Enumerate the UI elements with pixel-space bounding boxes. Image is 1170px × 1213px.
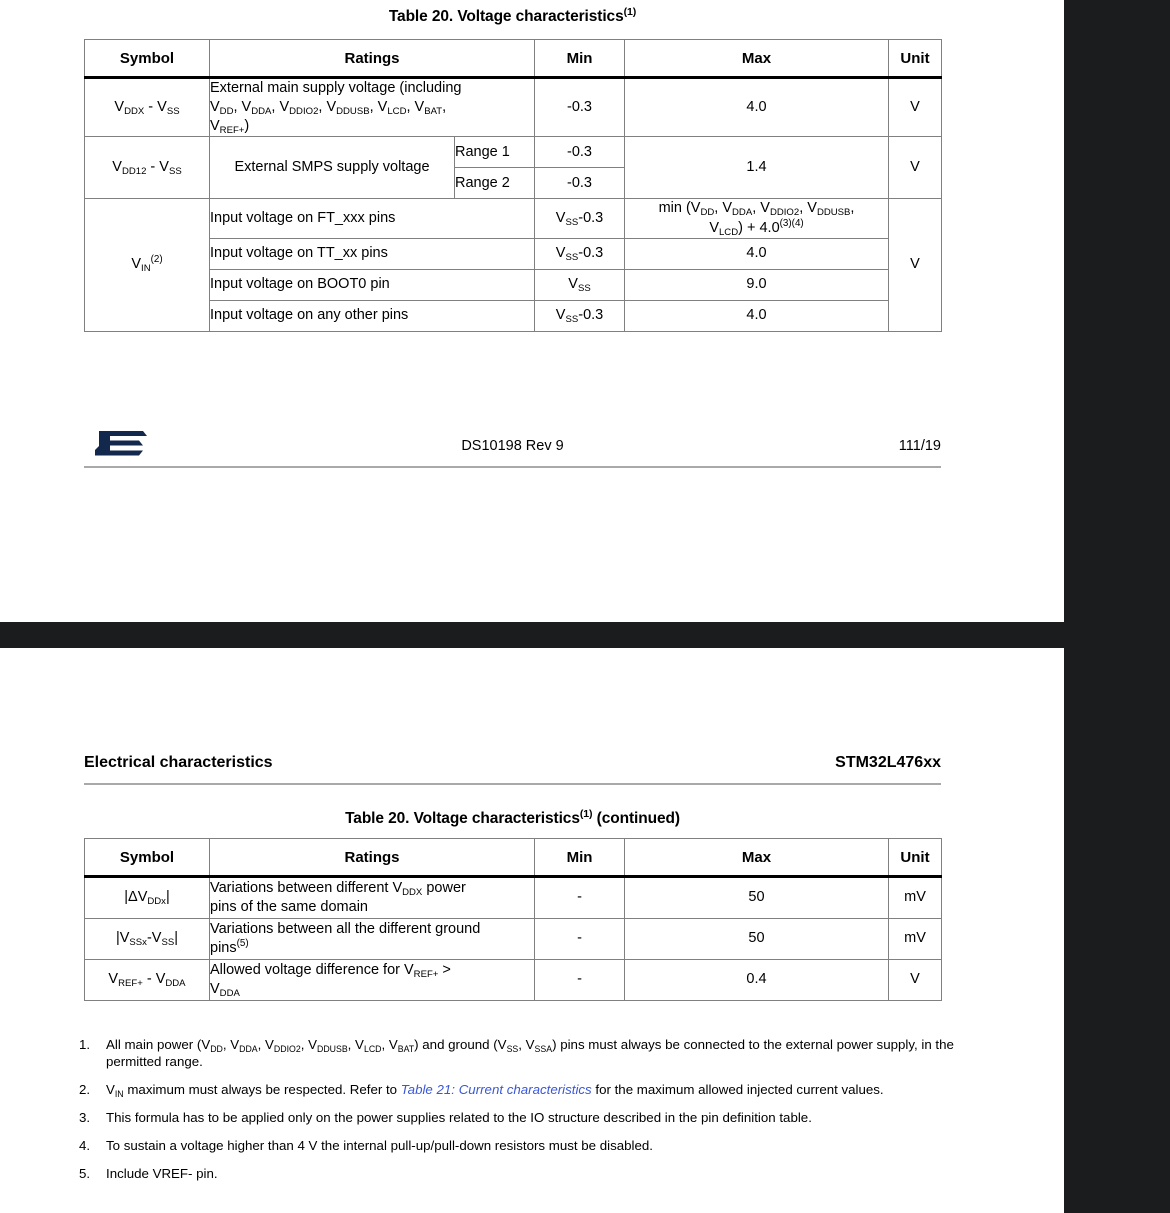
footnote-link-table21[interactable]: Table 21: Current characteristics xyxy=(400,1082,592,1098)
cell-max-value: $\min (V_{DD}$, $V_{DDA}$, $V_{DDIO2}$, $V_{DDUSB}$, $V_{LCD}) + 4.0^{(3)(4)}$ xyxy=(625,199,889,238)
cell-rating-tt-pins: Input voltage on TT_xx pins xyxy=(210,238,535,269)
cell-unit-value: V xyxy=(889,199,942,331)
cell-min-value: - xyxy=(535,919,625,960)
table-row xyxy=(85,269,942,300)
table20-title-text: Table 20. Voltage characteristics xyxy=(388,8,624,25)
column-header-max: Max xyxy=(625,40,889,78)
cell-max-value: 50 xyxy=(625,877,889,919)
cell-rating-allowed-voltage-difference: Allowed voltage difference for $V_{REF+}$ > $V_{DDA}$ xyxy=(210,960,535,1001)
cell-max-value: 4.0 xyxy=(625,78,889,137)
footnote-text: This formula has to be applied only on the power supplies related to the IO structure described in the pin definition table. xyxy=(106,1110,812,1126)
cell-symbol-vddx-vss: $V_{DDX} - V_{SS}$ xyxy=(85,78,210,137)
table20-continued-title-block xyxy=(84,807,941,828)
cell-min-value: -0.3 xyxy=(535,168,625,199)
table-row xyxy=(85,199,942,238)
table-row xyxy=(85,960,942,1001)
cell-rating-external-smps-supply: External SMPS supply voltage xyxy=(210,137,455,199)
table-header-row xyxy=(85,839,942,877)
cell-max-value: 50 xyxy=(625,919,889,960)
cell-unit-value: mV xyxy=(889,919,942,960)
footnote-number: 4. xyxy=(79,1138,91,1154)
voltage-characteristics-table-1 xyxy=(84,39,942,332)
table20-part2 xyxy=(84,838,941,1001)
table20-title-superscript: (1) xyxy=(623,5,637,18)
column-header-symbol: Symbol xyxy=(85,839,210,877)
document-page-2 xyxy=(0,648,1064,1213)
footnote-5 xyxy=(79,1165,959,1182)
table-row xyxy=(85,78,942,137)
voltage-characteristics-table-2 xyxy=(84,838,942,1001)
cell-min-value: - xyxy=(535,877,625,919)
column-header-symbol: Symbol xyxy=(85,40,210,78)
cell-rating-variations-ground: Variations between all the different ground pins$^{(5)}$ xyxy=(210,919,535,960)
header-divider xyxy=(84,783,941,785)
cell-min-value: $V_{SS}-0.3$ xyxy=(535,238,625,269)
column-header-ratings: Ratings xyxy=(210,839,535,877)
footnote-text: $V_{IN}$ maximum must always be respected. Refer to Table 21: Current characteristics for the maximum allowed injected current values. xyxy=(106,1082,884,1100)
cell-max-value: 1.4 xyxy=(625,137,889,199)
footnote-text-pre: maximum must always be respected. Refer to xyxy=(123,1082,401,1098)
cell-range-2-label: Range 2 xyxy=(455,168,535,199)
footer-page-number: 111/19 xyxy=(898,438,941,454)
cell-symbol-vin: $V_{IN}^{(2)}$ xyxy=(85,199,210,331)
table20-title-block xyxy=(84,5,941,26)
table20-continued-title xyxy=(84,807,941,828)
cell-symbol-vdd12-vss: $V_{DD12} - V_{SS}$ xyxy=(85,137,210,199)
cell-rating-external-main-supply: External main supply voltage (including $V_{DD}$, $V_{DDA}$, $V_{DDIO2}$, $V_{DDUSB}$, $V_{LCD}$, $V_{BAT}$, $V_{REF+}$) xyxy=(210,78,535,137)
cell-unit-value: V xyxy=(889,78,942,137)
footer-divider xyxy=(84,466,941,468)
cell-unit-value: mV xyxy=(889,877,942,919)
cell-rating-variations-vddx: Variations between different $V_{DDX}$ power pins of the same domain xyxy=(210,877,535,919)
column-header-min: Min xyxy=(535,839,625,877)
header-section-title: Electrical characteristics xyxy=(84,754,273,771)
footnote-number: 1. xyxy=(79,1037,91,1052)
table-row xyxy=(85,238,942,269)
table20-title xyxy=(84,5,941,26)
cell-symbol-vrefp-vdda: $V_{REF+} - V_{DDA}$ xyxy=(85,960,210,1001)
table-row xyxy=(85,919,942,960)
page-separator-gap xyxy=(0,622,1064,648)
cell-min-value: - xyxy=(535,960,625,1001)
footnote-text-post: for the maximum allowed injected current values. xyxy=(591,1082,884,1098)
footnote-text: To sustain a voltage higher than 4 V the internal pull-up/pull-down resistors must be disabled. xyxy=(106,1138,653,1154)
cell-min-value: $V_{SS}$ xyxy=(535,269,625,300)
column-header-unit: Unit xyxy=(889,40,942,78)
cell-unit-value: V xyxy=(889,137,942,199)
cell-range-1-label: Range 1 xyxy=(455,137,535,168)
column-header-max: Max xyxy=(625,839,889,877)
footnote-1 xyxy=(79,1036,959,1070)
table-row xyxy=(85,137,942,168)
cell-max-value: 4.0 xyxy=(625,300,889,331)
footer-document-ref: DS10198 Rev 9 xyxy=(461,438,564,454)
table-header-row xyxy=(85,40,942,78)
table20-part1 xyxy=(84,39,941,332)
cell-max-value: 4.0 xyxy=(625,238,889,269)
footnote-text: Include VREF- pin. xyxy=(106,1166,218,1182)
footnote-number: 3. xyxy=(79,1110,91,1126)
page-footer xyxy=(84,428,941,470)
cell-max-value: 9.0 xyxy=(625,269,889,300)
cell-unit-value: V xyxy=(889,960,942,1001)
column-header-unit: Unit xyxy=(889,839,942,877)
cell-symbol-vssx-vss: $|V_{SSx}-V_{SS}|$ xyxy=(85,919,210,960)
cell-min-value: $V_{SS}-0.3$ xyxy=(535,199,625,238)
column-header-min: Min xyxy=(535,40,625,78)
footnote-number: 2. xyxy=(79,1082,91,1098)
cell-min-value: $V_{SS}-0.3$ xyxy=(535,300,625,331)
cell-max-value: 0.4 xyxy=(625,960,889,1001)
footnote-number: 5. xyxy=(79,1166,91,1182)
footnote-3 xyxy=(79,1109,959,1126)
column-header-ratings: Ratings xyxy=(210,40,535,78)
table20-continued-title-text: Table 20. Voltage characteristics xyxy=(345,810,580,827)
cell-symbol-delta-vddx: $|\Delta V_{DDx}|$ xyxy=(85,877,210,919)
footnotes-list xyxy=(79,1036,959,1193)
footnote-text: All main power ($V_{DD}$, $V_{DDA}$, $V_{DDIO2}$, $V_{DDUSB}$, $V_{LCD}$, $V_{BAT}$) and ground ($V_{SS}$, $V_{SSA}$) pins must always be connected to the external power supply, in the permitted range. xyxy=(106,1037,954,1070)
cell-rating-boot0-pin: Input voltage on BOOT0 pin xyxy=(210,269,535,300)
cell-min-value: -0.3 xyxy=(535,137,625,168)
document-page-1 xyxy=(0,0,1064,622)
table-row xyxy=(85,300,942,331)
cell-rating-other-pins: Input voltage on any other pins xyxy=(210,300,535,331)
cell-min-value: -0.3 xyxy=(535,78,625,137)
footnote-4 xyxy=(79,1137,959,1154)
table20-continued-title-superscript: (1) xyxy=(579,807,593,820)
symbol-footnote-ref: (2) xyxy=(150,254,163,266)
footnote-2 xyxy=(79,1081,959,1098)
header-product-name: STM32L476xx xyxy=(835,754,941,771)
cell-rating-ft-pins: Input voltage on FT_xxx pins xyxy=(210,199,535,238)
table-row xyxy=(85,877,942,919)
table20-continued-title-suffix: (continued) xyxy=(592,810,680,827)
